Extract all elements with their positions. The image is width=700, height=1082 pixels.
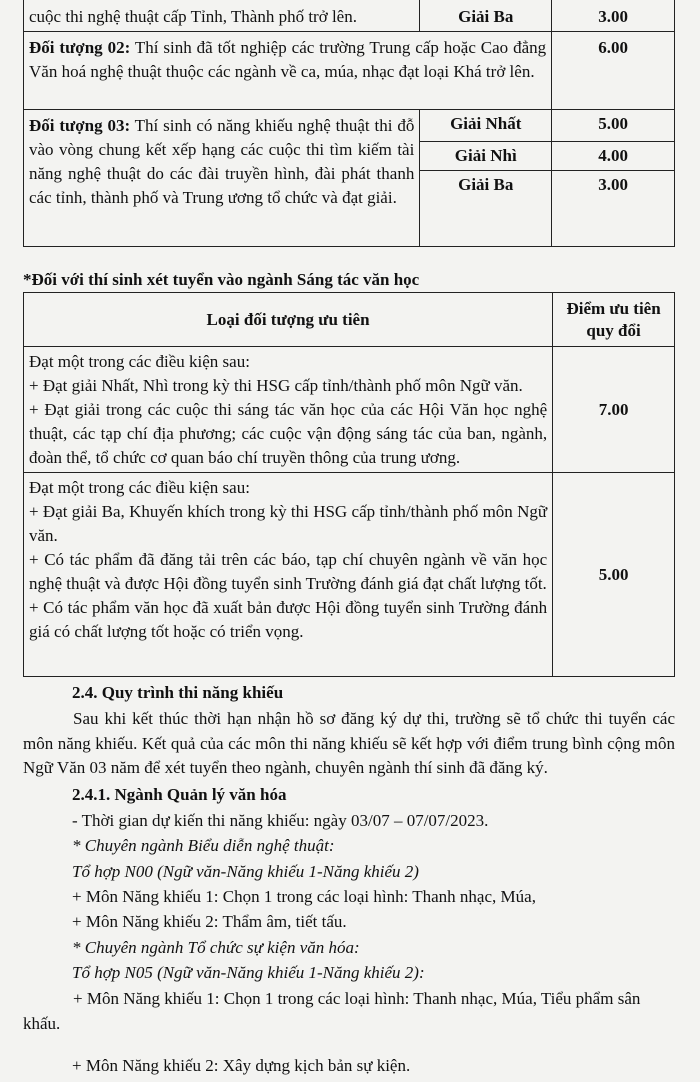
table-cell — [24, 347, 553, 473]
table-cell — [24, 473, 553, 677]
major-title: * Chuyên ngành Tổ chức sự kiện văn hóa: — [72, 938, 360, 957]
condition-line: + Đạt giải Nhất, Nhì trong kỳ thi HSG cấp tỉnh/thành phố môn Ngữ văn. — [29, 376, 523, 395]
score-cell: 4.00 — [552, 142, 675, 171]
table-row — [24, 347, 675, 473]
combo-title: Tổ hợp N05 (Ngữ văn-Năng khiếu 1-Năng khiếu 2): — [72, 963, 425, 982]
table-cell — [24, 32, 552, 110]
condition-line: + Đạt giải Ba, Khuyến khích trong kỳ thi HSG cấp tỉnh/thành phố môn Ngữ văn. — [29, 502, 548, 545]
exam-time: - Thời gian dự kiến thi năng khiếu: ngày 03/07 – 07/07/2023. — [72, 811, 489, 830]
combo-title: Tổ hợp N00 (Ngữ văn-Năng khiếu 1-Năng khiếu 2) — [72, 862, 419, 881]
section-heading: *Đối với thí sinh xét tuyển vào ngành Sáng tác văn học — [23, 270, 420, 289]
condition-line: Đạt một trong các điều kiện sau: — [29, 352, 250, 371]
table-row — [24, 110, 675, 142]
column-header: Điểm ưu tiên quy đổi — [553, 293, 675, 347]
condition-line: + Đạt giải trong các cuộc thi sáng tác văn học của các Hội Văn học nghệ thuật, các tạp chí địa phương; các cuộc vận động sáng tác của ban, ngành, đoàn thể, tổ chức cơ quan báo chí truyền thông của trung ương. — [29, 400, 548, 467]
table-row — [24, 0, 675, 32]
condition-line: + Có tác phẩm đã đăng tải trên các báo, tạp chí chuyên ngành về văn học nghệ thuật và được Hội đồng tuyển sinh Trường đánh giá đạt chất lượng tốt. — [29, 550, 548, 593]
object-label: Đối tượng 03: — [29, 116, 131, 135]
paragraph — [23, 707, 675, 781]
score-cell: 5.00 — [552, 110, 675, 142]
table-cell: cuộc thi nghệ thuật cấp Tỉnh, Thành phố trở lên. — [24, 0, 420, 32]
subsection-heading: 2.4.1. Ngành Quản lý văn hóa — [72, 785, 287, 804]
table-cell — [24, 110, 420, 247]
table-row — [24, 32, 675, 110]
table-row — [24, 473, 675, 677]
prize-cell: Giải Ba — [420, 171, 552, 247]
score-cell: 7.00 — [553, 347, 675, 473]
object-text: Thí sinh đã tốt nghiệp các trường Trung cấp hoặc Cao đẳng Văn hoá nghệ thuật thuộc các ngành về ca, múa, nhạc đạt loại Khá trở lên. — [29, 38, 547, 81]
object-text: Thí sinh có năng khiếu nghệ thuật thi đỗ vào vòng chung kết xếp hạng các cuộc thi tìm kiếm tài năng nghệ thuật do các đài truyền hình, đài phát thanh các tỉnh, thành phố và Trung ương tổ chức và đạt giải. — [29, 116, 415, 207]
score-cell: 5.00 — [553, 473, 675, 677]
subject-line — [23, 986, 675, 1036]
priority-table-arts — [23, 0, 675, 247]
condition-line: Đạt một trong các điều kiện sau: — [29, 478, 250, 497]
score-cell: 6.00 — [552, 32, 675, 110]
section-heading: 2.4. Quy trình thi năng khiếu — [72, 683, 284, 702]
priority-table-literature — [23, 292, 675, 677]
subject-line: + Môn Năng khiếu 2: Xây dựng kịch bản sự kiện. — [72, 1056, 411, 1075]
paragraph-text: Sau khi kết thúc thời hạn nhận hồ sơ đăng ký dự thi, trường sẽ tổ chức thi tuyển các môn năng khiếu. Kết quả của các môn thi năng khiếu sẽ kết hợp với điểm trung bình cộng môn Ngữ Văn 03 năm để xét tuyển theo ngành, chuyên ngành thí sinh đã đăng ký. — [23, 709, 675, 777]
prize-cell: Giải Nhì — [420, 142, 552, 171]
score-cell: 3.00 — [552, 171, 675, 247]
column-header: Loại đối tượng ưu tiên — [24, 293, 553, 347]
condition-line: + Có tác phẩm văn học đã xuất bản được Hội đồng tuyển sinh Trường đánh giá có chất lượng tốt hoặc có triển vọng. — [29, 598, 548, 641]
major-title: * Chuyên ngành Biểu diễn nghệ thuật: — [72, 836, 335, 855]
object-label: Đối tượng 02: — [29, 38, 131, 57]
prize-cell: Giải Ba — [420, 0, 552, 32]
subject-line: + Môn Năng khiếu 1: Chọn 1 trong các loại hình: Thanh nhạc, Múa, — [72, 887, 536, 906]
prize-cell: Giải Nhất — [420, 110, 552, 142]
subject-text: + Môn Năng khiếu 1: Chọn 1 trong các loại hình: Thanh nhạc, Múa, Tiểu phẩm sân khấu. — [23, 989, 641, 1033]
table-header-row — [24, 293, 675, 347]
subject-line: + Môn Năng khiếu 2: Thẩm âm, tiết tấu. — [72, 912, 347, 931]
score-cell: 3.00 — [552, 0, 675, 32]
